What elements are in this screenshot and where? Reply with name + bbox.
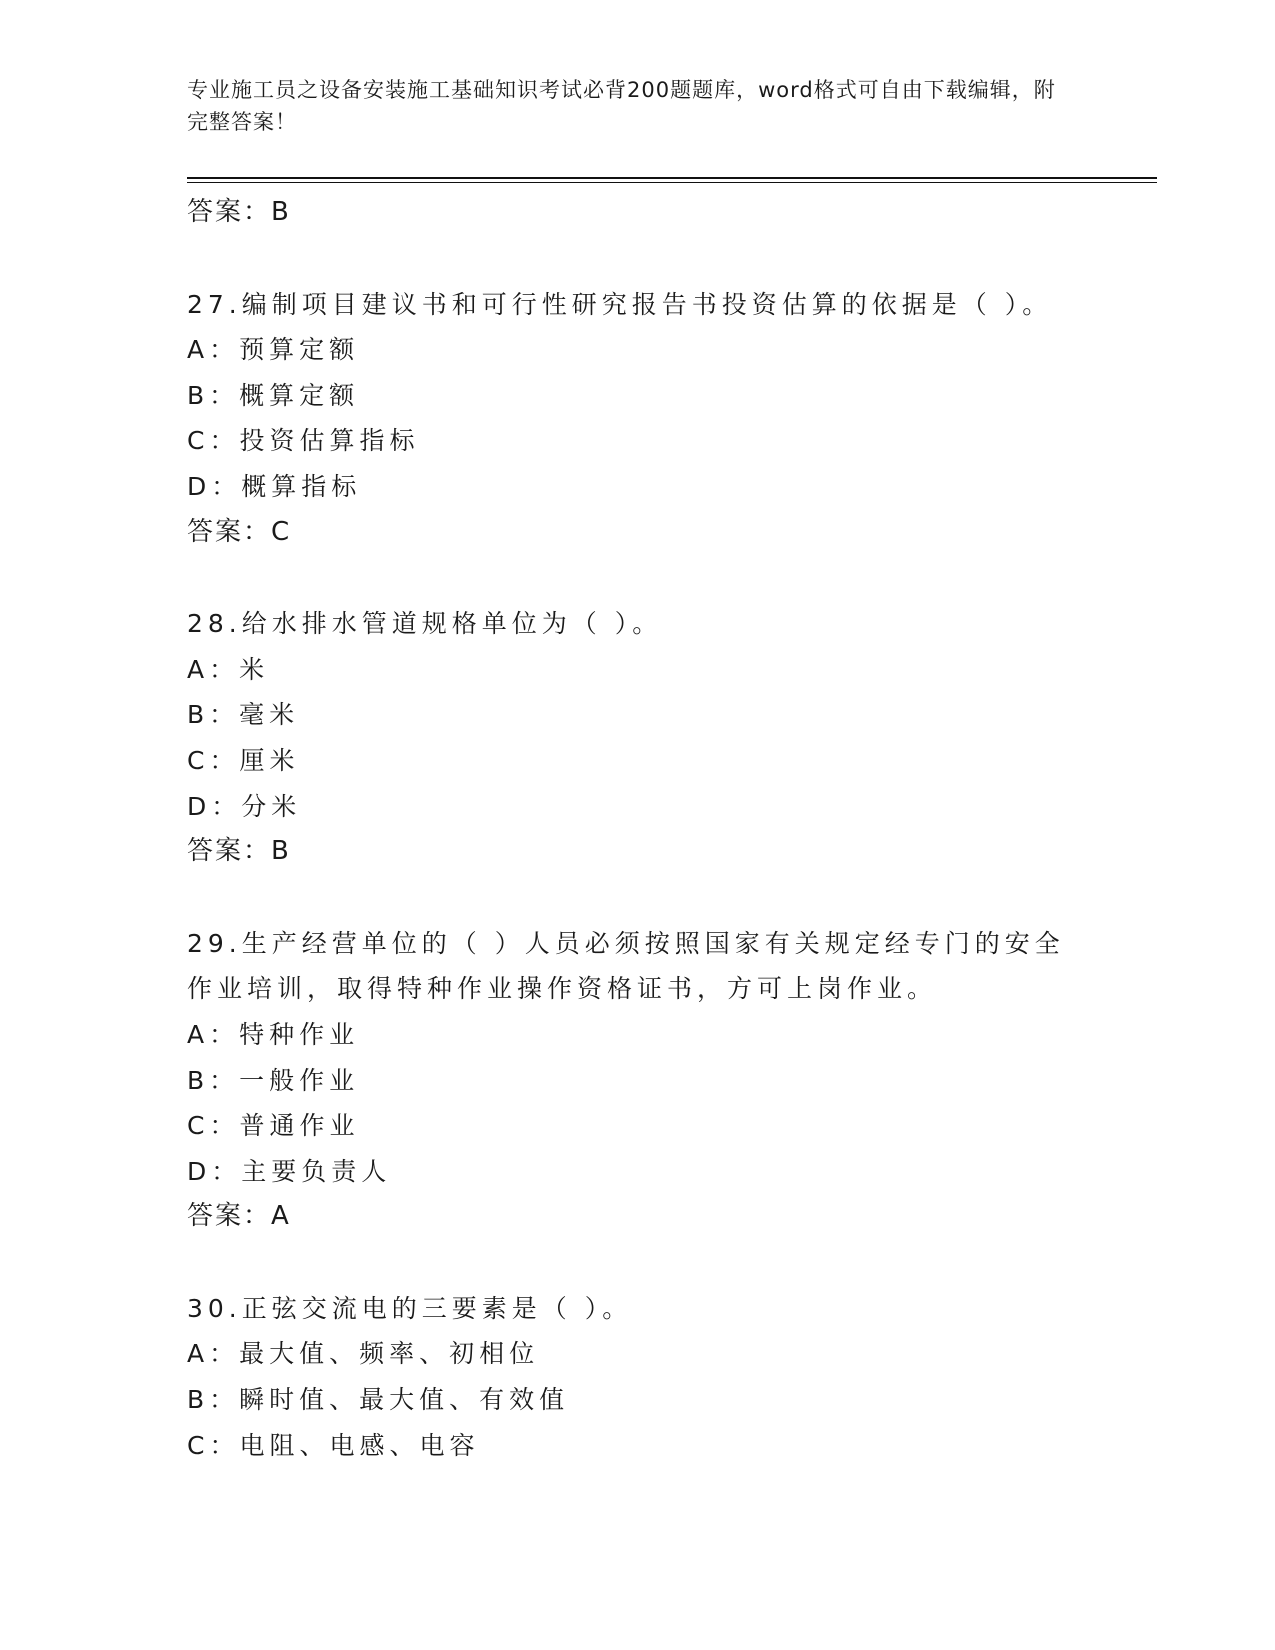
answer-line: 答案：A [187, 1201, 291, 1232]
header-divider-thick [187, 177, 1157, 179]
option-b: B：一般作业 [187, 1065, 360, 1095]
question-29 [187, 921, 1077, 1240]
question-text: 29.生产经营单位的（ ）人员必须按照国家有关规定经专门的安全作业培训，取得特种作业操作资格证书，方可上岗作业。 [187, 928, 1065, 1004]
spacer [187, 1240, 1077, 1286]
option-c: C：投资估算指标 [187, 426, 420, 456]
option-c: C：电阻、电感、电容 [187, 1430, 480, 1460]
option-b: B：毫米 [187, 700, 300, 730]
question-27 [187, 282, 1077, 556]
question-text: 28.给水排水管道规格单位为（ ）。 [187, 609, 663, 639]
option-a: A：最大值、频率、初相位 [187, 1339, 540, 1369]
option-a: A：特种作业 [187, 1019, 360, 1049]
spacer [187, 236, 1077, 282]
option-c: C：厘米 [187, 745, 300, 775]
question-28 [187, 601, 1077, 875]
option-c: C：普通作业 [187, 1111, 360, 1141]
question-30 [187, 1286, 1077, 1468]
answer-line: 答案：B [187, 197, 291, 227]
option-d: D：概算指标 [187, 471, 362, 501]
question-list [187, 190, 1077, 1468]
spacer [187, 875, 1077, 921]
option-a: A：预算定额 [187, 335, 360, 365]
answer-line: 答案：B [187, 836, 291, 867]
option-d: D：主要负责人 [187, 1156, 392, 1186]
document-header: 专业施工员之设备安装施工基础知识考试必背200题题库，word格式可自由下载编辑，附完整答案！ [187, 78, 1056, 134]
option-b: B：概算定额 [187, 380, 360, 410]
question-text: 30.正弦交流电的三要素是（ ）。 [187, 1293, 633, 1323]
option-a: A：米 [187, 654, 270, 684]
spacer [187, 555, 1077, 601]
option-d: D：分米 [187, 791, 302, 821]
question-text: 27.编制项目建议书和可行性研究报告书投资估算的依据是（ ）。 [187, 289, 1053, 319]
header-divider-thin [187, 182, 1157, 183]
answer-line: 答案：C [187, 516, 292, 547]
option-b: B：瞬时值、最大值、有效值 [187, 1385, 570, 1415]
